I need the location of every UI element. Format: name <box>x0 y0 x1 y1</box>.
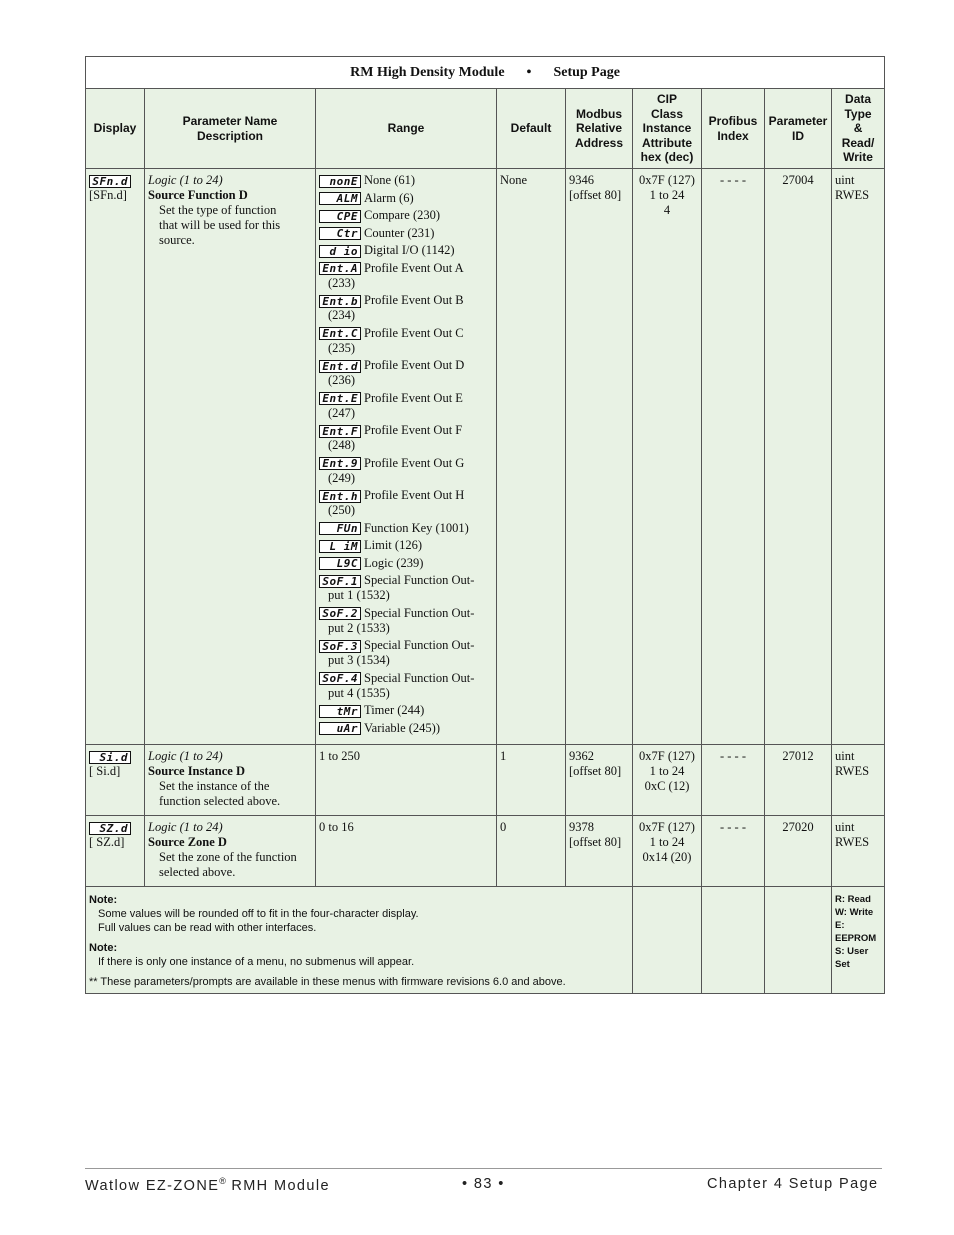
legend-eeprom: E: EEPROM <box>835 920 877 944</box>
lcd-option: d io <box>319 245 361 258</box>
range-option-cont: (233) <box>328 275 356 290</box>
range-item <box>319 261 493 291</box>
range-option-text: Special Function Out- <box>364 573 475 587</box>
range-item <box>319 538 493 553</box>
note-text: Full values can be read with other interfaces. <box>98 922 317 934</box>
data-type-value: uint <box>835 173 855 187</box>
range-item <box>319 423 493 453</box>
modbus-value: [offset 80] <box>569 764 622 778</box>
table-row <box>86 816 885 887</box>
range-item <box>319 488 493 518</box>
range-option-text: Profile Event Out A <box>364 260 464 275</box>
range-option-cont: (234) <box>328 308 356 322</box>
range-cell <box>316 745 497 816</box>
modbus-value: 9378 <box>569 820 594 834</box>
data-type-value: uint <box>835 749 855 763</box>
lcd-option: Ent.d <box>319 360 361 373</box>
display-alt-text: [ SZ.d] <box>89 835 125 849</box>
display-alt-text: [ Si.d] <box>89 764 121 778</box>
lcd-display: SZ.d <box>89 822 131 835</box>
note-text: Some values will be rounded off to fit in the four-character display. <box>98 908 419 920</box>
lcd-option: L9C <box>319 557 361 570</box>
lcd-option: L iM <box>319 540 361 553</box>
parameter-description: function selected above. <box>159 794 281 808</box>
lcd-option: FUn <box>319 522 361 535</box>
parameter-id-cell: 27020 <box>765 816 832 887</box>
range-item <box>319 226 493 241</box>
range-option-cont: (236) <box>328 373 356 387</box>
default-cell: None <box>497 169 566 745</box>
range-option-text: Compare (230) <box>364 208 441 222</box>
footer-page-number: • 83 • <box>462 1176 505 1192</box>
range-item <box>319 243 493 258</box>
data-type-value: RWES <box>835 764 870 778</box>
parameter-cell <box>145 169 316 745</box>
range-item <box>319 721 493 736</box>
logic-range: Logic (1 to 24) <box>148 820 223 834</box>
range-item <box>319 456 493 486</box>
col-header-range: Range <box>316 89 497 169</box>
lcd-option: uAr <box>319 722 361 735</box>
cip-value: 1 to 24 <box>649 764 685 778</box>
range-option-cont: put 2 (1533) <box>328 620 390 635</box>
cip-value: 1 to 24 <box>649 835 685 849</box>
range-option-text: Special Function Out- <box>364 605 475 620</box>
parameter-description: Set the type of function <box>159 203 277 217</box>
parameter-description: Set the zone of the function <box>159 850 297 864</box>
parameter-name: Source Zone D <box>148 835 227 849</box>
range-option-text: Profile Event Out G <box>364 455 465 470</box>
range-option-text: Profile Event Out F <box>364 423 463 437</box>
range-item <box>319 671 493 701</box>
parameter-table <box>85 56 885 994</box>
display-alt-text: [SFn.d] <box>89 188 127 202</box>
range-option-text: Profile Event Out D <box>364 358 465 372</box>
range-option-cont: put 1 (1532) <box>328 588 390 602</box>
range-text: 1 to 250 <box>319 749 360 763</box>
lcd-display: Si.d <box>89 751 131 764</box>
range-option-text: Profile Event Out E <box>364 390 463 405</box>
default-cell: 1 <box>497 745 566 816</box>
parameter-name: Source Instance D <box>148 764 245 778</box>
range-item <box>319 208 493 223</box>
parameter-cell <box>145 816 316 887</box>
range-item <box>319 173 493 188</box>
cip-value: 1 to 24 <box>649 188 685 202</box>
notes-spacer <box>702 887 765 994</box>
parameter-name: Source Function D <box>148 188 248 202</box>
profibus-cell: - - - - <box>702 745 765 816</box>
range-option-cont: put 3 (1534) <box>328 653 390 667</box>
lcd-display: SFn.d <box>89 175 131 188</box>
range-option-text: Special Function Out- <box>364 638 475 652</box>
modbus-value: 9362 <box>569 749 594 763</box>
range-option-text: None (61) <box>364 173 416 187</box>
notes-row <box>86 887 885 994</box>
lcd-option: SoF.1 <box>319 575 361 588</box>
cip-value: 0x14 (20) <box>642 850 692 864</box>
range-option-text: Profile Event Out H <box>364 488 465 502</box>
legend-read: R: Read <box>835 894 871 905</box>
cip-cell <box>633 816 702 887</box>
cip-value: 4 <box>663 203 671 217</box>
cip-cell <box>633 169 702 745</box>
footer-module: RMH Module <box>225 1177 330 1194</box>
modbus-value: [offset 80] <box>569 188 622 202</box>
data-type-cell <box>832 816 885 887</box>
legend-user-set: S: User Set <box>835 946 869 970</box>
footer-chapter: Chapter 4 Setup Page <box>707 1176 879 1192</box>
notes-spacer <box>765 887 832 994</box>
lcd-option: ALM <box>319 192 361 205</box>
lcd-option: nonE <box>319 175 361 188</box>
parameter-description: selected above. <box>159 865 236 879</box>
note-text: If there is only one instance of a menu, no submenus will appear. <box>98 956 415 968</box>
range-option-text: Profile Event Out B <box>364 293 464 307</box>
parameter-cell <box>145 745 316 816</box>
legend-write: W: Write <box>835 907 874 918</box>
modbus-cell <box>566 169 633 745</box>
range-option-text: Variable (245)) <box>364 720 441 735</box>
display-cell <box>86 169 145 745</box>
col-header-cip-class: CIP Class Instance Attribute hex (dec) <box>633 89 702 169</box>
parameter-description: Set the instance of the <box>159 779 270 793</box>
lcd-option: Ent.E <box>319 392 361 405</box>
range-item <box>319 358 493 388</box>
lcd-option: Ctr <box>319 227 361 240</box>
lcd-option: Ent.h <box>319 490 361 503</box>
parameter-description: source. <box>159 233 195 247</box>
default-cell: 0 <box>497 816 566 887</box>
lcd-option: SoF.4 <box>319 672 361 685</box>
range-option-text: Counter (231) <box>364 225 435 240</box>
range-option-cont: (247) <box>328 405 356 420</box>
range-item <box>319 191 493 206</box>
range-item <box>319 326 493 356</box>
footer-registered-mark: ® <box>219 1176 226 1186</box>
range-option-text: Profile Event Out C <box>364 325 464 340</box>
range-option-text: Alarm (6) <box>364 190 414 205</box>
cip-cell <box>633 745 702 816</box>
display-cell <box>86 816 145 887</box>
note-heading: Note: <box>89 942 118 954</box>
page-title <box>86 57 885 89</box>
range-option-text: Function Key (1001) <box>364 520 469 535</box>
parameter-description: that will be used for this <box>159 218 281 232</box>
data-type-value: RWES <box>835 188 870 202</box>
cip-value: 0xC (12) <box>644 779 690 793</box>
range-item <box>319 703 493 718</box>
col-header-modbus-address: Modbus Relative Address <box>566 89 633 169</box>
cip-value: 0x7F (127) <box>639 749 695 763</box>
range-option-cont: (250) <box>328 503 356 517</box>
table-row <box>86 169 885 745</box>
data-type-cell <box>832 169 885 745</box>
lcd-option: SoF.2 <box>319 607 361 620</box>
lcd-option: Ent.A <box>319 262 361 275</box>
range-option-text: Timer (244) <box>364 703 425 717</box>
col-header-parameter-id: Parameter ID <box>765 89 832 169</box>
lcd-option: tMr <box>319 705 361 718</box>
title-separator: • <box>526 65 532 80</box>
parameter-id-cell: 27004 <box>765 169 832 745</box>
cip-value: 0x7F (127) <box>639 820 695 834</box>
modbus-value: 9346 <box>569 173 594 187</box>
modbus-value: [offset 80] <box>569 835 622 849</box>
modbus-cell <box>566 816 633 887</box>
data-type-cell <box>832 745 885 816</box>
range-option-text: Logic (239) <box>364 555 424 570</box>
lcd-option: Ent.9 <box>319 457 361 470</box>
range-item <box>319 638 493 668</box>
profibus-cell: - - - - <box>702 169 765 745</box>
range-cell <box>316 816 497 887</box>
title-text: RM High Density Module <box>350 65 505 80</box>
display-cell <box>86 745 145 816</box>
parameter-id-cell: 27012 <box>765 745 832 816</box>
lcd-option: Ent.C <box>319 327 361 340</box>
lcd-option: Ent.F <box>319 425 361 438</box>
profibus-cell: - - - - <box>702 816 765 887</box>
range-option-text: Special Function Out- <box>364 670 475 685</box>
logic-range: Logic (1 to 24) <box>148 173 223 187</box>
range-option-text: Digital I/O (1142) <box>364 243 455 257</box>
col-header-default: Default <box>497 89 566 169</box>
range-option-text: Limit (126) <box>364 538 422 552</box>
notes-cell <box>86 887 633 994</box>
lcd-option: Ent.b <box>319 295 361 308</box>
col-header-parameter-name: Parameter Name Description <box>145 89 316 169</box>
range-option-cont: (235) <box>328 340 356 355</box>
range-option-cont: (249) <box>328 470 356 485</box>
footer-brand: Watlow EZ-ZONE <box>85 1177 220 1194</box>
subtitle-text: Setup Page <box>553 65 620 80</box>
cip-value: 0x7F (127) <box>639 173 695 187</box>
parameter-sheet <box>85 56 884 994</box>
notes-spacer <box>633 887 702 994</box>
range-option-cont: put 4 (1535) <box>328 685 390 700</box>
range-option-cont: (248) <box>328 438 356 452</box>
lcd-option: SoF.3 <box>319 640 361 653</box>
range-text: 0 to 16 <box>319 820 354 834</box>
modbus-cell <box>566 745 633 816</box>
data-type-value: RWES <box>835 835 870 849</box>
data-type-value: uint <box>835 820 855 834</box>
range-item <box>319 521 493 536</box>
range-item <box>319 606 493 636</box>
firmware-note: ** These parameters/prompts are available in these menus with firmware revisions 6.0 and above. <box>89 976 566 988</box>
footer-divider <box>85 1168 882 1169</box>
table-row <box>86 745 885 816</box>
access-legend <box>832 887 885 994</box>
col-header-data-type: Data Type & Read/ Write <box>832 89 885 169</box>
range-item <box>319 391 493 421</box>
col-header-profibus-index: Profibus Index <box>702 89 765 169</box>
range-item <box>319 556 493 571</box>
range-item <box>319 293 493 323</box>
range-item <box>319 573 493 603</box>
range-cell <box>316 169 497 745</box>
logic-range: Logic (1 to 24) <box>148 749 223 763</box>
footer-product <box>85 1176 330 1194</box>
note-heading: Note: <box>89 894 118 906</box>
col-header-display: Display <box>86 89 145 169</box>
lcd-option: CPE <box>319 210 361 223</box>
header-row <box>86 89 885 169</box>
